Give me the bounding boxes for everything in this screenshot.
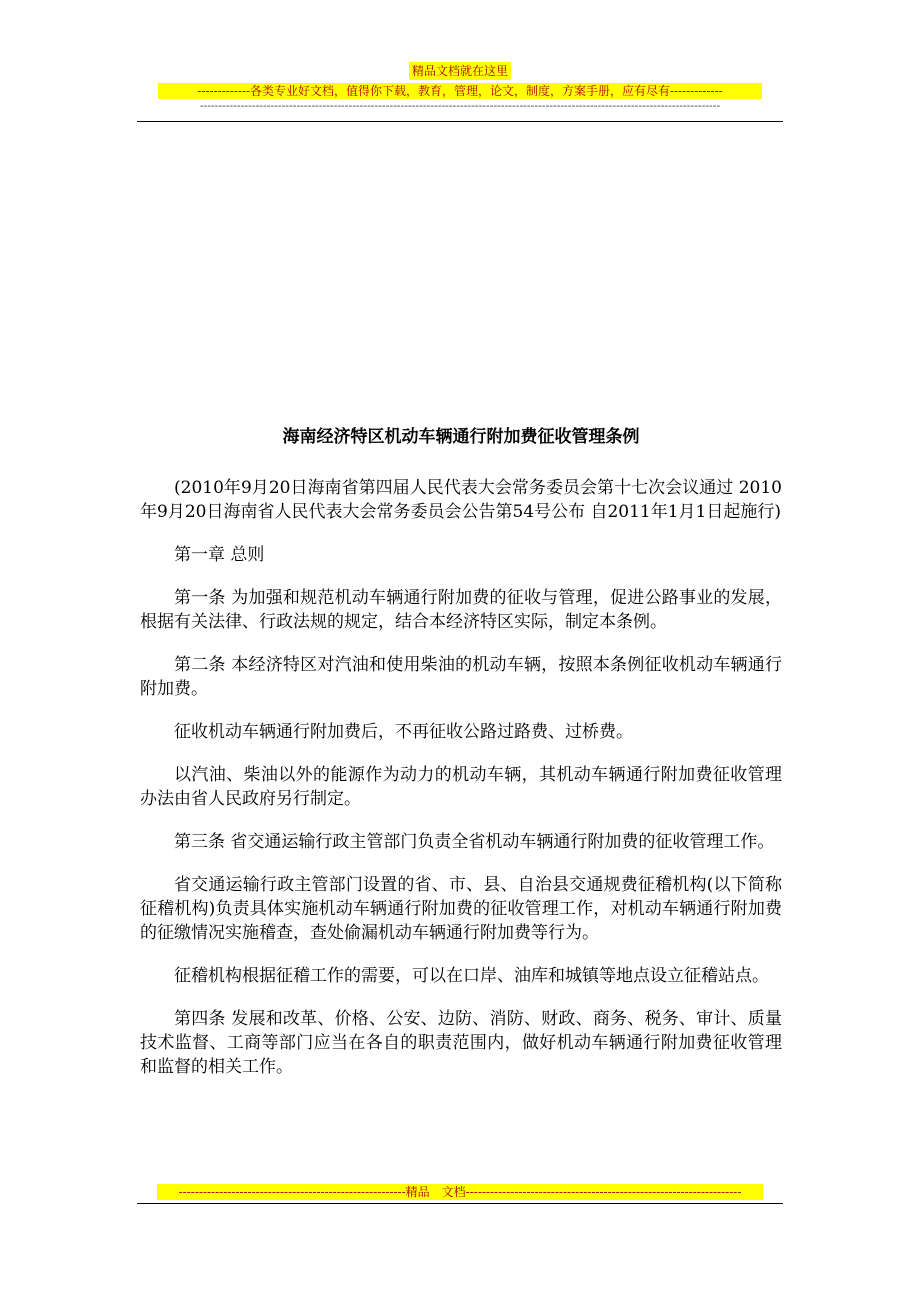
- article-2-paragraph-2: 征收机动车辆通行附加费后，不再征收公路过路费、过桥费。: [174, 722, 633, 742]
- header-top-line: 精品文档就在这里: [409, 62, 511, 80]
- footer-rule: [137, 1203, 783, 1204]
- page-header: [0, 60, 920, 112]
- article-2: 第二条 本经济特区对汽油和使用柴油的机动车辆，按照本条例征收机动车辆通行附加费。: [140, 655, 782, 699]
- article-1: 第一条 为加强和规范机动车辆通行附加费的征收与管理，促进公路事业的发展，根据有关法律、行政法规的规定，结合本经济特区实际，制定本条例。: [140, 588, 782, 632]
- article-3-paragraph-2: 省交通运输行政主管部门设置的省、市、县、自治县交通规费征稽机构(以下简称征稽机构)负责具体实施机动车辆通行附加费的征收管理工作，对机动车辆通行附加费的征缴情况实施稽查，查处偷漏机动车辆通行附加费等行为。: [140, 875, 782, 943]
- header-rule: [137, 121, 783, 122]
- header-banner: -------------各类专业好文档，值得你下载，教育，管理，论文，制度，方案手册，应有尽有-------------: [158, 83, 762, 99]
- page-footer: [0, 1184, 920, 1200]
- document-body: [140, 425, 782, 1098]
- article-3-paragraph-3: 征稽机构根据征稽工作的需要，可以在口岸、油库和城镇等地点设立征稽站点。: [174, 966, 769, 986]
- footer-banner: --------------------------------------------------------精品 文档--------------------------------------------------------------------: [157, 1184, 763, 1200]
- article-4: 第四条 发展和改革、价格、公安、边防、消防、财政、商务、税务、审计、质量技术监督、工商等部门应当在各自的职责范围内，做好机动车辆通行附加费征收管理和监督的相关工作。: [140, 1009, 782, 1077]
- enactment-note: (2010年9月20日海南省第四届人民代表大会常务委员会第十七次会议通过 2010年9月20日海南省人民代表大会常务委员会公告第54号公布 自2011年1月1日起施行): [140, 478, 782, 522]
- chapter-heading: 第一章 总则: [174, 545, 265, 565]
- article-2-paragraph-3: 以汽油、柴油以外的能源作为动力的机动车辆，其机动车辆通行附加费征收管理办法由省人民政府另行制定。: [140, 765, 782, 809]
- header-dashes: --------------------------------------------------------------------------------------------------------------------------------------------: [199, 100, 721, 112]
- document-title: 海南经济特区机动车辆通行附加费征收管理条例: [282, 427, 640, 447]
- article-3: 第三条 省交通运输行政主管部门负责全省机动车辆通行附加费的征收管理工作。: [174, 832, 775, 852]
